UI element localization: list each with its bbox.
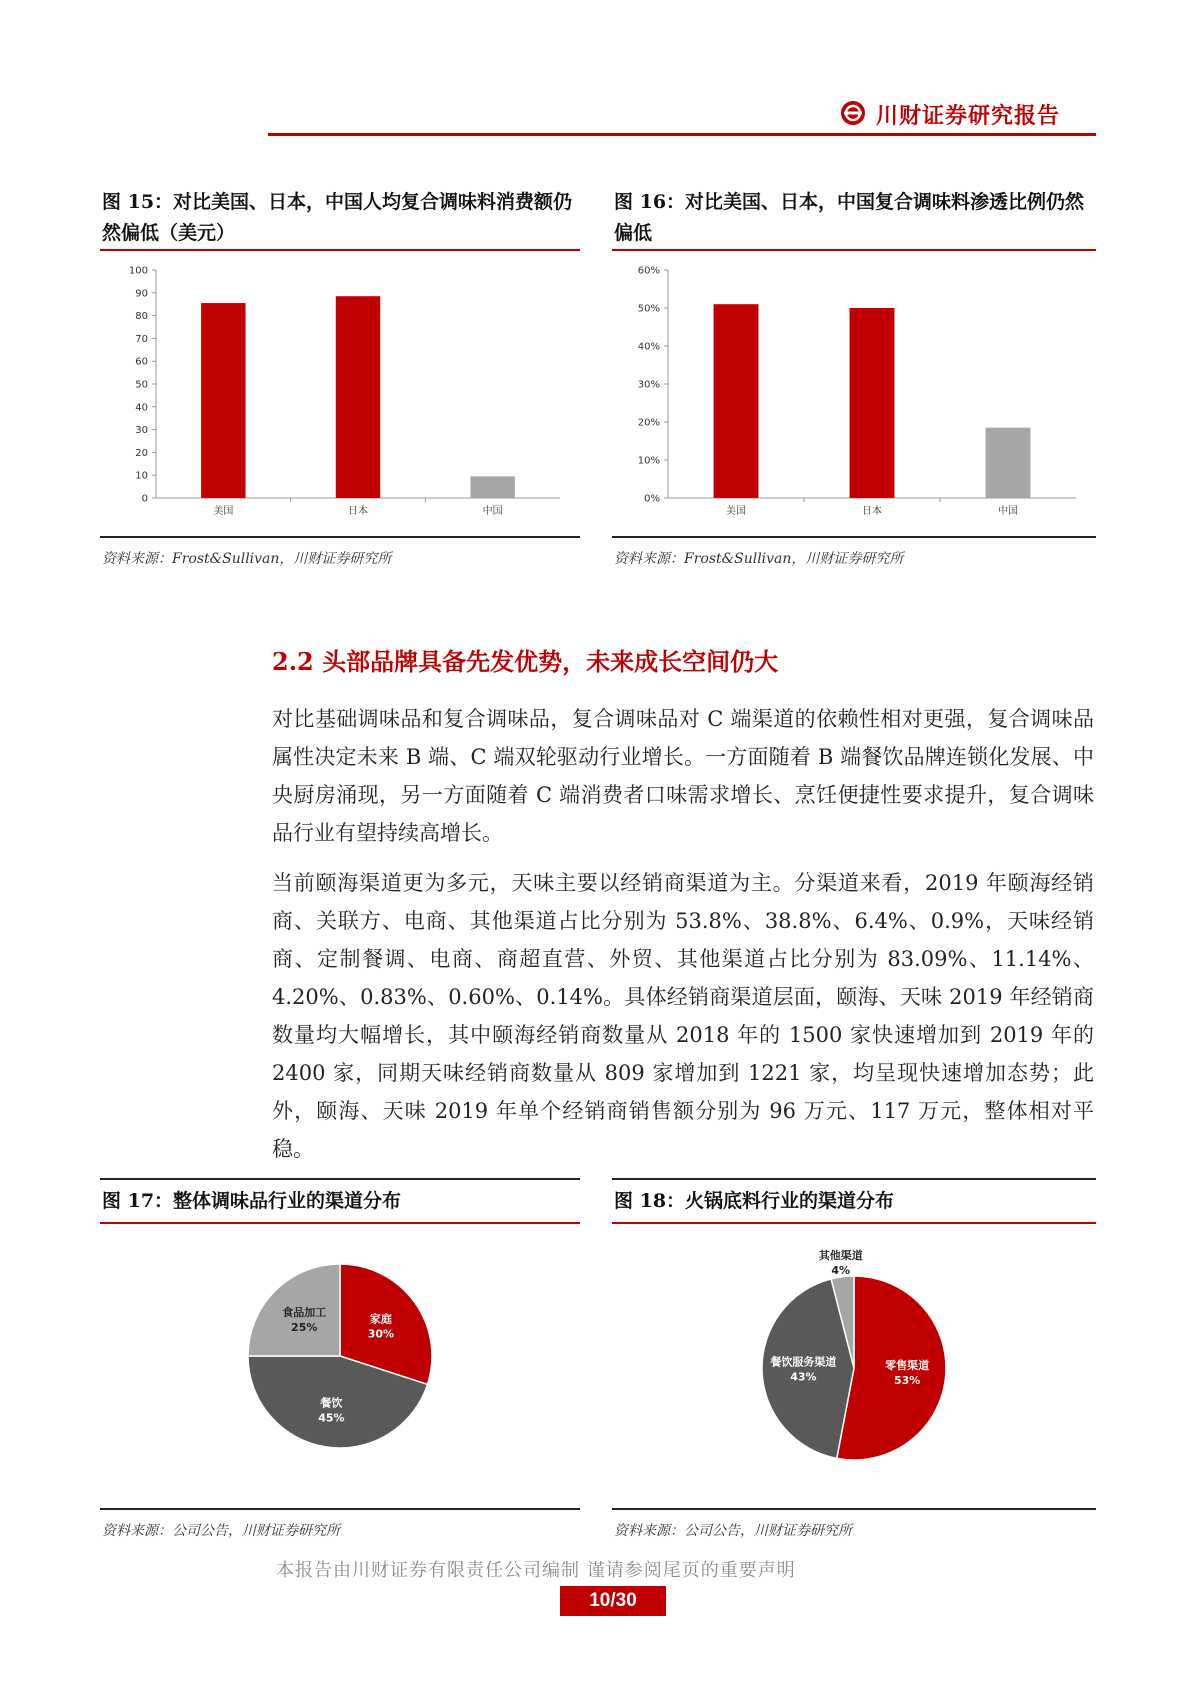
fig18-bottom-rule — [612, 1508, 1096, 1510]
header-rule — [268, 133, 1096, 136]
fig18-title: 图 18：火锅底料行业的渠道分布 — [614, 1190, 895, 1212]
bar-1 — [850, 308, 895, 498]
fig17-title: 图 17：整体调味品行业的渠道分布 — [102, 1190, 402, 1212]
x-tick-label: 中国 — [482, 506, 503, 517]
pie-label-value: 30% — [367, 1327, 395, 1341]
y-tick-label: 100 — [128, 265, 148, 277]
fig17-pie-chart — [100, 1232, 580, 1502]
y-tick-label: 0 — [141, 493, 148, 505]
fig18-title-rule — [612, 1222, 1096, 1224]
y-tick-label: 10% — [637, 455, 660, 467]
bar-1 — [336, 296, 380, 498]
y-tick-label: 50% — [637, 303, 660, 315]
footer-disclaimer: 本报告由川财证券有限责任公司编制 谨请参阅尾页的重要声明 — [276, 1560, 796, 1581]
fig15-title-rule — [100, 249, 580, 251]
x-tick-label: 美国 — [213, 506, 234, 517]
x-tick-label: 美国 — [726, 506, 746, 517]
y-tick-label: 20% — [637, 417, 660, 429]
section-paragraph-1: 对比基础调味品和复合调味品，复合调味品对 C 端渠道的依赖性相对更强，复合调味品属性决定未来 B 端、C 端双轮驱动行业增长。一方面随着 B 端餐饮品牌连锁化发展、中央厨房涌现，另一方面随着 C 端消费者口味需求增长、烹饪便捷性要求提升，复合调味品行业有望持续高增长。 — [272, 707, 1094, 845]
y-tick-label: 30 — [135, 425, 148, 437]
fig18-pie-chart — [612, 1232, 1096, 1502]
header-brand: 川财证券研究报告 — [876, 103, 1061, 129]
header-logo — [840, 100, 866, 126]
fig15-bottom-rule — [100, 536, 580, 538]
x-tick-label: 日本 — [348, 506, 368, 517]
pie-label-value: 25% — [291, 1321, 318, 1335]
fig15-source: 资料来源：Frost&Sullivan，川财证券研究所 — [102, 551, 392, 567]
fig18-top-rule — [612, 1178, 1096, 1180]
y-tick-label: 60 — [135, 356, 148, 368]
pie-label-name: 食品加工 — [282, 1306, 327, 1320]
y-tick-label: 10 — [135, 470, 148, 482]
bar-0 — [201, 303, 245, 498]
fig15-bar-chart — [100, 258, 580, 528]
fig17-bottom-rule — [100, 1508, 580, 1510]
bar-2 — [986, 428, 1031, 498]
x-tick-label: 日本 — [862, 506, 882, 517]
fig16-bottom-rule — [612, 536, 1096, 538]
pie-label-name: 餐饮 — [320, 1396, 343, 1410]
fig16-bar-chart — [612, 258, 1096, 528]
pie-label-name: 其他渠道 — [818, 1249, 863, 1263]
y-tick-label: 40 — [135, 402, 148, 414]
fig16-source: 资料来源：Frost&Sullivan，川财证券研究所 — [614, 551, 904, 567]
y-tick-label: 70 — [135, 333, 148, 345]
fig18-source: 资料来源：公司公告，川财证券研究所 — [614, 1523, 852, 1539]
y-tick-label: 0% — [644, 493, 660, 505]
pie-label-value: 53% — [893, 1374, 921, 1388]
x-tick-label: 中国 — [998, 506, 1018, 517]
page-number: 10/30 — [560, 1586, 666, 1616]
pie-label-name: 餐饮服务渠道 — [770, 1355, 837, 1369]
bar-2 — [470, 476, 514, 498]
fig17-top-rule — [100, 1178, 580, 1180]
fig15-title: 图 15：对比美国、日本，中国人均复合调味料消费额仍然偏低（美元） — [102, 191, 573, 244]
pie-label-name: 零售渠道 — [885, 1359, 930, 1373]
section-paragraph-2: 当前颐海渠道更为多元，天味主要以经销商渠道为主。分渠道来看，2019 年颐海经销商、关联方、电商、其他渠道占比分别为 53.8%、38.8%、6.4%、0.9%，天味经销商、定制餐调、电商、商超直营、外贸、其他渠道占比分别为 83.09%、11.14%、4.20%、0.83%、0.60%、0.14%。具体经销商渠道层面，颐海、天味 2019 年经销商数量均大幅增长，其中颐海经销商数量从 2018 年的 1500 家快速增加到 2019 年的 2400 家，同期天味经销商数量从 809 家增加到 1221 家，均呈现快速增加态势；此外，颐海、天味 2019 年单个经销商销售额分别为 96 万元、117 万元，整体相对平稳。 — [272, 871, 1094, 1161]
y-tick-label: 20 — [135, 447, 148, 459]
brand-logo-icon — [840, 100, 866, 126]
y-tick-label: 30% — [637, 379, 660, 391]
fig17-source: 资料来源：公司公告，川财证券研究所 — [102, 1523, 340, 1539]
y-tick-label: 40% — [637, 341, 660, 353]
pie-label-value: 43% — [790, 1370, 817, 1384]
y-tick-label: 80 — [135, 311, 148, 323]
fig16-title: 图 16：对比美国、日本，中国复合调味料渗透比例仍然偏低 — [614, 191, 1085, 244]
pie-label-value: 45% — [318, 1411, 345, 1425]
y-tick-label: 50 — [135, 379, 148, 391]
y-tick-label: 90 — [135, 288, 148, 300]
fig16-title-rule — [612, 249, 1096, 251]
pie-label-name: 家庭 — [369, 1312, 392, 1326]
section-title: 2.2 头部品牌具备先发优势，未来成长空间仍大 — [272, 647, 779, 676]
pie-label-value: 4% — [831, 1264, 851, 1278]
fig17-title-rule — [100, 1222, 580, 1224]
y-tick-label: 60% — [637, 265, 660, 277]
bar-0 — [714, 304, 759, 498]
